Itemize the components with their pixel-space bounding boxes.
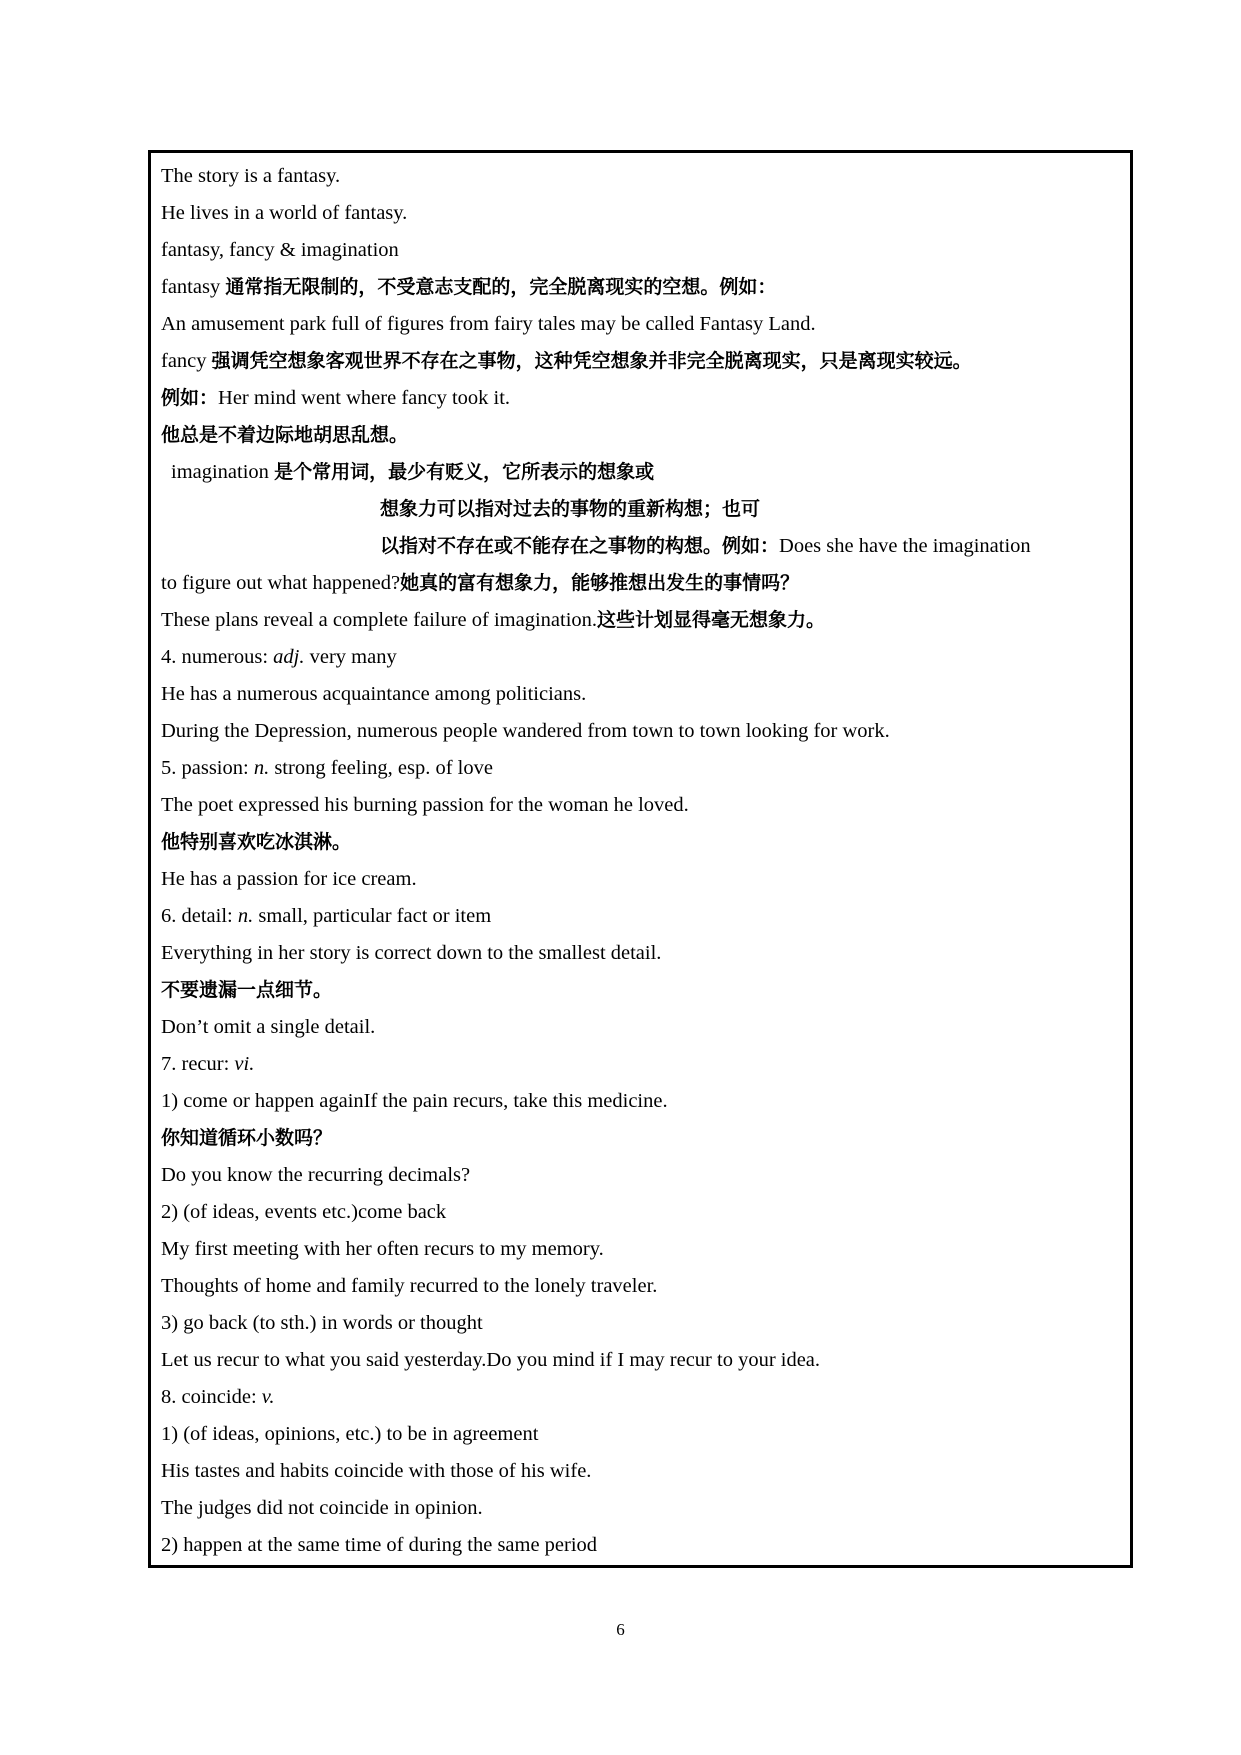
chinese-text: 想象力可以指对过去的事物的重新构想；也可 xyxy=(380,498,761,520)
vocab-heading: 4. numerous: adj. very many xyxy=(161,646,397,668)
english-text: His tastes and habits coincide with those of his wife. xyxy=(161,1460,592,1482)
text-line xyxy=(161,1273,657,1299)
english-text: The poet expressed his burning passion for the woman he loved. xyxy=(161,794,689,816)
text-line xyxy=(161,940,661,966)
chinese-text: 不要遗漏一点细节。 xyxy=(161,979,333,1001)
vocab-heading: 5. passion: n. strong feeling, esp. of love xyxy=(161,757,493,779)
text-line xyxy=(161,422,408,448)
chinese-text: 他特别喜欢吃冰淇淋。 xyxy=(161,831,352,853)
chinese-text: 例如： xyxy=(161,387,219,409)
chinese-text: 以指对不存在或不能存在之事物的构想。例如： xyxy=(380,535,780,557)
english-text: 3) go back (to sth.) in words or thought xyxy=(161,1312,483,1334)
text-line xyxy=(161,1347,820,1373)
english-text: Does she have the imagination xyxy=(779,535,1031,557)
english-text: Thoughts of home and family recurred to the lonely traveler. xyxy=(161,1275,658,1297)
text-line xyxy=(161,163,340,189)
text-line xyxy=(161,1458,591,1484)
text-line xyxy=(161,1495,483,1521)
text-line xyxy=(161,274,776,300)
english-text: imagination xyxy=(171,461,269,483)
english-text: The story is a fantasy. xyxy=(161,165,341,187)
english-text: He has a numerous acquaintance among politicians. xyxy=(161,683,587,705)
english-text: These plans reveal a complete failure of imagination. xyxy=(161,609,598,631)
chinese-text: 强调凭空想象客观世界不存在之事物，这种凭空想象并非完全脱离现实，只是离现实较远。 xyxy=(211,350,972,372)
text-line xyxy=(161,1162,470,1188)
text-line xyxy=(161,1088,668,1114)
part-of-speech: n. xyxy=(237,905,254,927)
english-text: 1) come or happen againIf the pain recurs, take this medicine. xyxy=(161,1090,668,1112)
english-text: fantasy, fancy & imagination xyxy=(161,239,399,261)
text-line xyxy=(380,496,760,522)
text-line xyxy=(161,1236,604,1262)
text-line xyxy=(161,866,417,892)
text-line xyxy=(161,237,399,263)
vocab-heading: 7. recur: vi. xyxy=(161,1053,255,1075)
english-text: The judges did not coincide in opinion. xyxy=(161,1497,483,1519)
text-line xyxy=(161,200,407,226)
chinese-text: 你知道循环小数吗？ xyxy=(161,1127,333,1149)
chinese-text: 这些计划显得毫无想象力。 xyxy=(597,609,826,631)
part-of-speech: vi. xyxy=(234,1053,255,1075)
vocab-heading: 8. coincide: v. xyxy=(161,1386,275,1408)
text-line xyxy=(161,1199,446,1225)
text-line xyxy=(161,348,972,374)
text-line xyxy=(161,681,586,707)
english-text: He has a passion for ice cream. xyxy=(161,868,417,890)
text-line xyxy=(161,718,890,744)
english-text: 1) (of ideas, opinions, etc.) to be in agreement xyxy=(161,1423,539,1445)
english-text: fantasy xyxy=(161,276,221,298)
english-text: Don’t omit a single detail. xyxy=(161,1016,376,1038)
chinese-text: 通常指无限制的，不受意志支配的，完全脱离现实的空想。例如： xyxy=(225,276,777,298)
chinese-text: 他总是不着边际地胡思乱想。 xyxy=(161,424,409,446)
english-text: Her mind went where fancy took it. xyxy=(218,387,511,409)
text-line xyxy=(161,977,332,1003)
chinese-text: 是个常用词，最少有贬义，它所表示的想象或 xyxy=(274,461,655,483)
text-line xyxy=(161,311,816,337)
english-text: fancy xyxy=(161,350,207,372)
vocab-heading: 6. detail: n. small, particular fact or item xyxy=(161,905,492,927)
english-text: to figure out what happened? xyxy=(161,572,401,594)
part-of-speech: n. xyxy=(253,757,270,779)
english-text: 2) happen at the same time of during the same period xyxy=(161,1534,598,1556)
english-text: Everything in her story is correct down to the smallest detail. xyxy=(161,942,662,964)
part-of-speech: adj. xyxy=(273,646,305,668)
english-text: During the Depression, numerous people wandered from town to town looking for work. xyxy=(161,720,890,742)
english-text: 2) (of ideas, events etc.)come back xyxy=(161,1201,447,1223)
english-text: He lives in a world of fantasy. xyxy=(161,202,408,224)
chinese-text: 她真的富有想象力，能够推想出发生的事情吗？ xyxy=(400,572,800,594)
text-line xyxy=(161,607,825,633)
english-text: An amusement park full of figures from fairy tales may be called Fantasy Land. xyxy=(161,313,816,335)
text-line xyxy=(161,829,351,855)
text-line xyxy=(161,385,510,411)
text-line xyxy=(161,570,799,596)
english-text: My first meeting with her often recurs to my memory. xyxy=(161,1238,604,1260)
page-number: 6 xyxy=(616,1620,625,1639)
text-line xyxy=(161,1421,538,1447)
part-of-speech: v. xyxy=(261,1386,275,1408)
text-line xyxy=(161,1532,597,1558)
text-line xyxy=(380,533,1031,559)
english-text: Let us recur to what you said yesterday.Do you mind if I may recur to your idea. xyxy=(161,1349,821,1371)
text-line xyxy=(161,792,689,818)
text-line xyxy=(171,459,654,485)
english-text: Do you know the recurring decimals? xyxy=(161,1164,471,1186)
text-line xyxy=(161,1014,375,1040)
text-line xyxy=(161,1125,332,1151)
text-line xyxy=(161,1310,483,1336)
